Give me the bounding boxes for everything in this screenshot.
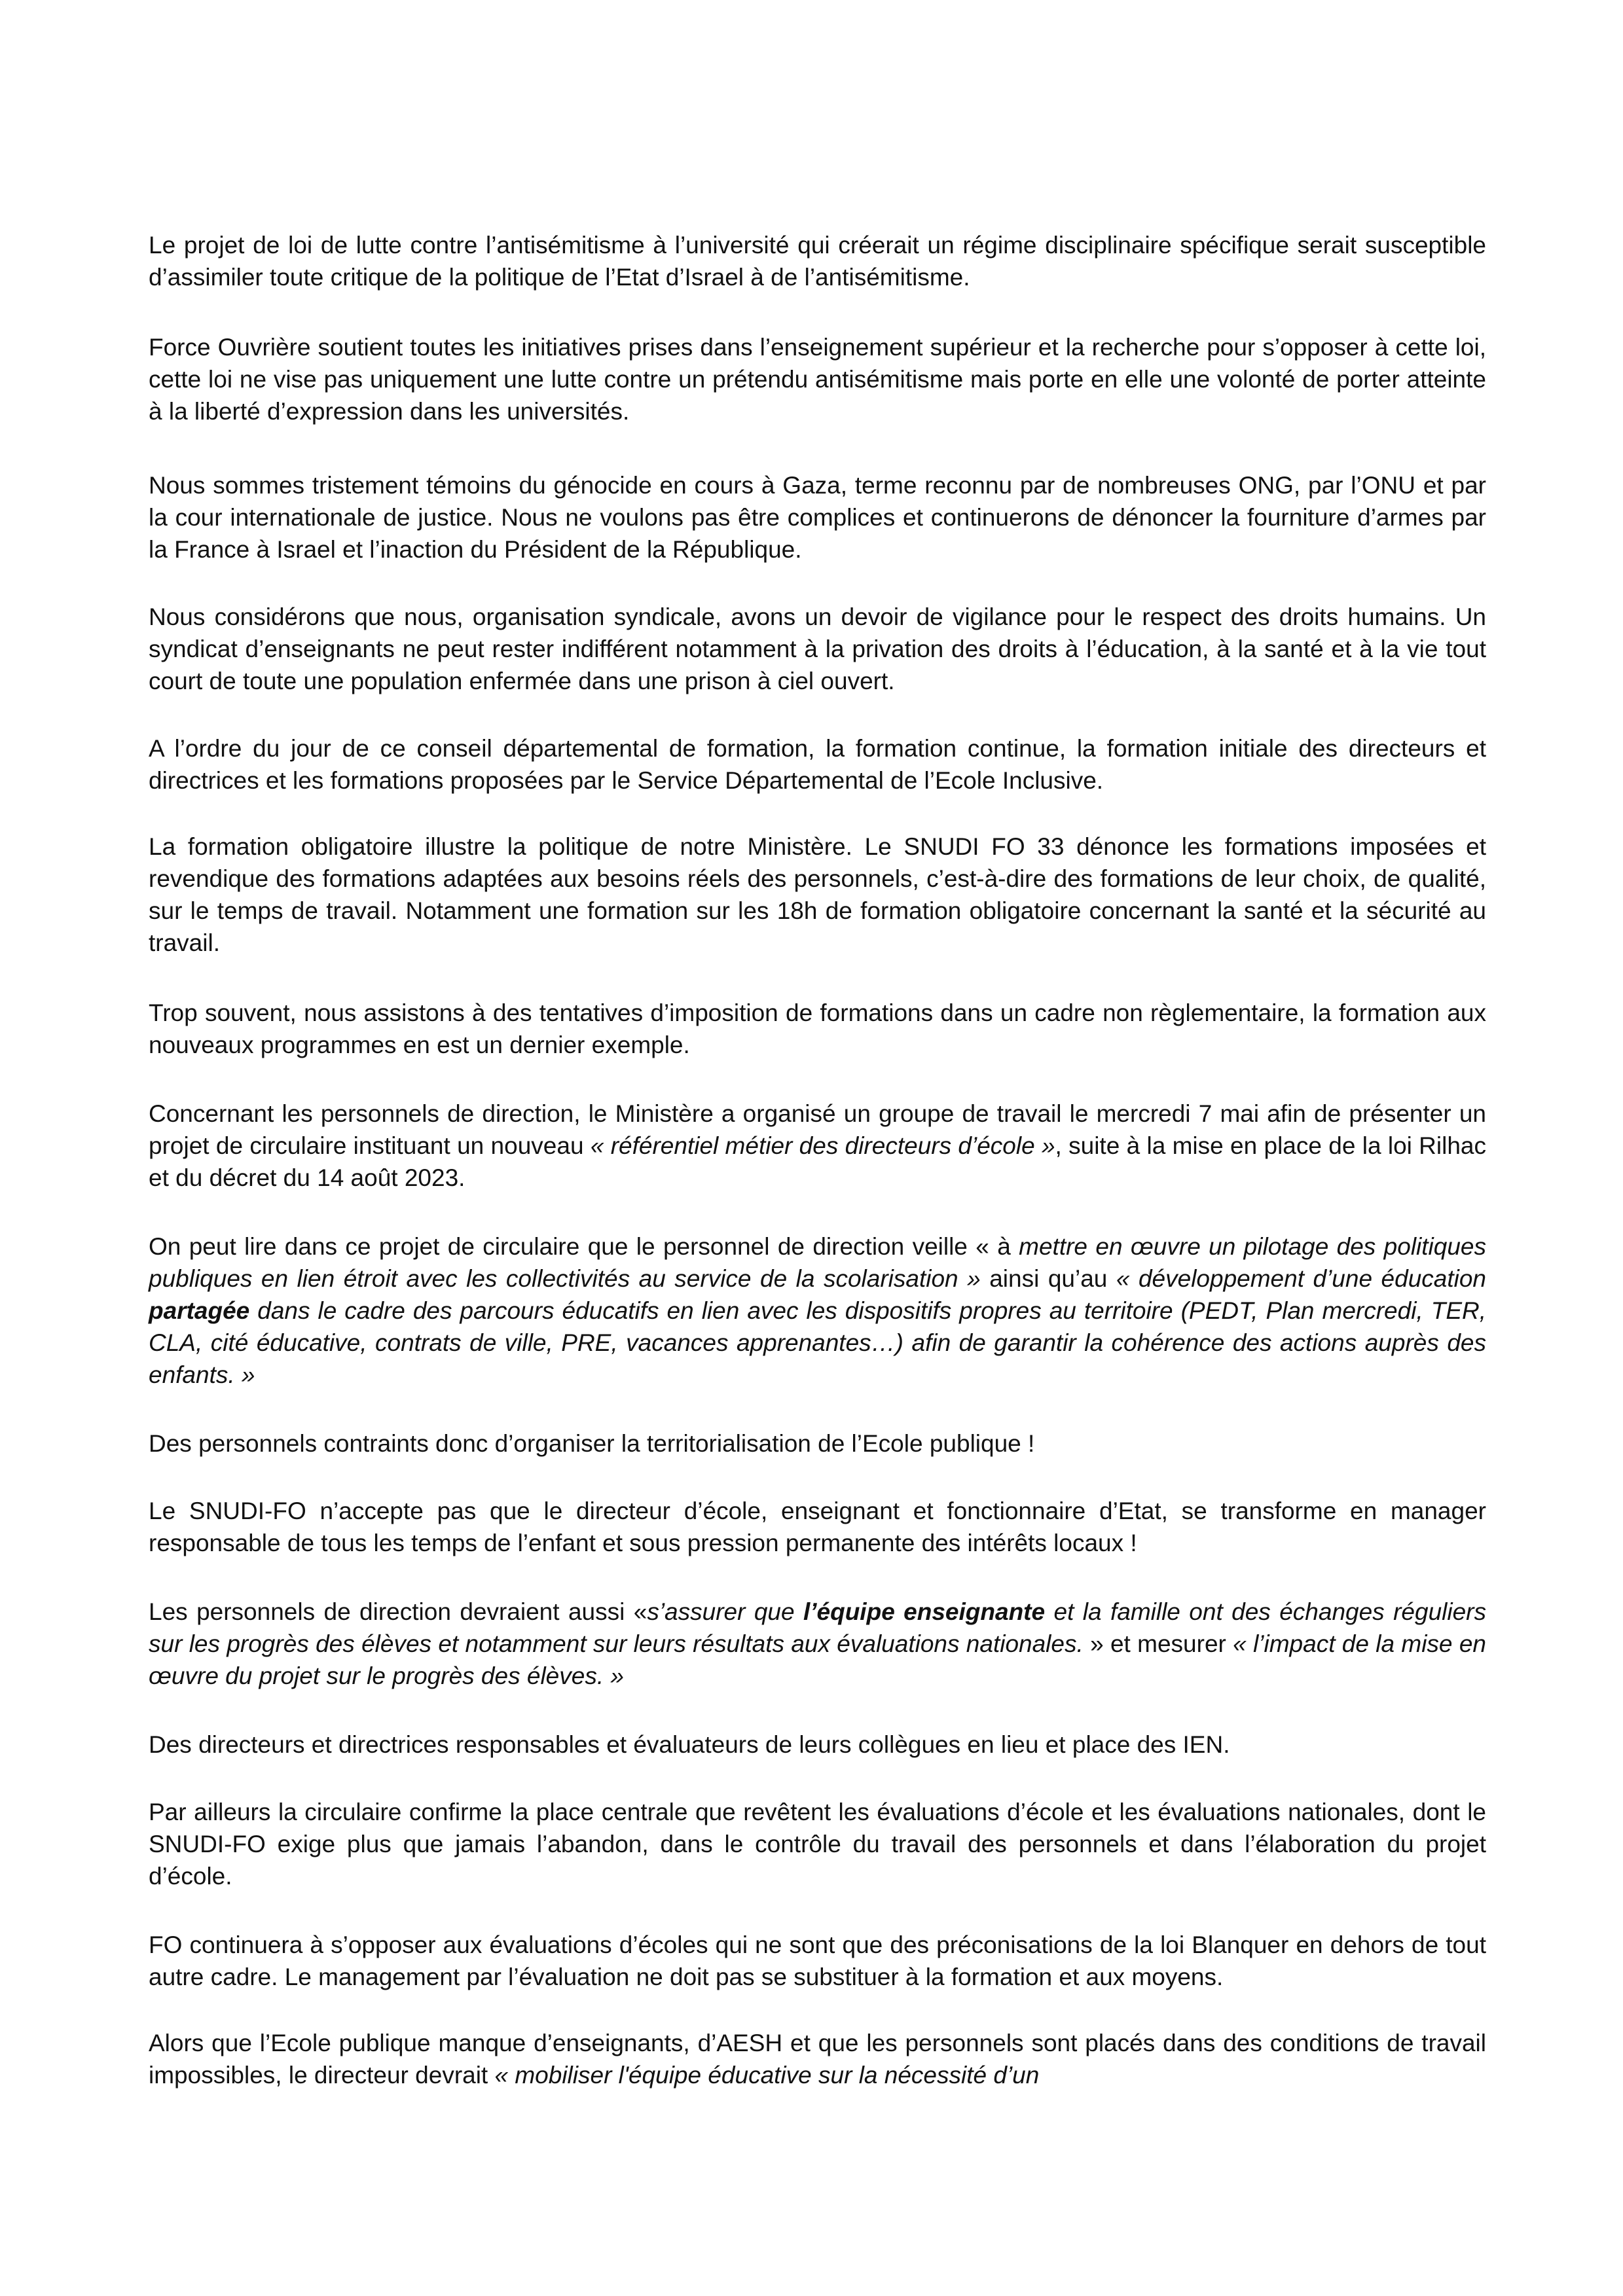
paragraph-text: » et mesurer bbox=[1083, 1630, 1233, 1657]
paragraph: Des directeurs et directrices responsables et évaluateurs de leurs collègues en lieu et place des IEN. bbox=[149, 1731, 1230, 1758]
paragraph bbox=[149, 1596, 1486, 1692]
paragraph-text: Les personnels de direction devraient aussi « bbox=[149, 1598, 647, 1625]
quoted-text: « développement d’une éducation bbox=[1116, 1265, 1487, 1292]
quoted-text: « l’impact de la mise en œuvre du projet sur le progrès des élèves. » bbox=[149, 1630, 1486, 1689]
paragraph: FO continuera à s’opposer aux évaluations d’écoles qui ne sont que des préconisations de la loi Blanquer en dehors de tout autre cadre. Le management par l’évaluation ne doit pas se substituer à la formation et aux moyens. bbox=[149, 1931, 1486, 1990]
paragraph-text: On peut lire dans ce projet de circulaire que le personnel de direction veille « à bbox=[149, 1233, 1019, 1260]
paragraph: Le SNUDI-FO n’accepte pas que le directeur d’école, enseignant et fonctionnaire d’Etat, se transforme en manager responsable de tous les temps de l’enfant et sous pression permanente des intérêts locaux ! bbox=[149, 1498, 1486, 1556]
paragraph bbox=[149, 1098, 1486, 1194]
paragraph-text: , suite à la mise en place de la loi Rilhac et du décret du 14 août 2023. bbox=[149, 1132, 1486, 1191]
quoted-text: « mobiliser l'équipe éducative sur la nécessité d’un bbox=[494, 2062, 1040, 2089]
paragraph-text: ainsi qu’au bbox=[980, 1265, 1116, 1292]
paragraph: Le projet de loi de lutte contre l’antisémitisme à l’université qui créerait un régime disciplinaire spécifique serait susceptible d’assimiler toute critique de la politique de l’Etat d’Israel à de l’antisémitisme. bbox=[149, 232, 1486, 291]
paragraph: La formation obligatoire illustre la politique de notre Ministère. Le SNUDI FO 33 dénonce les formations imposées et revendique des formations adaptées aux besoins réels des personnels, c’est-à-dire des formations de leur choix, de qualité, sur le temps de travail. Notamment une formation sur les 18h de formation obligatoire concernant la santé et la sécurité au travail. bbox=[149, 833, 1486, 956]
paragraph: Nous considérons que nous, organisation syndicale, avons un devoir de vigilance pour le respect des droits humains. Un syndicat d’enseignants ne peut rester indifférent notamment à la privation des droits à l’éducation, à la santé et à la vie tout court de toute une population enfermée dans une prison à ciel ouvert. bbox=[149, 603, 1486, 694]
quoted-text: dans le cadre des parcours éducatifs en lien avec les dispositifs propres au territoire (PEDT, Plan mercredi, TER, CLA, cité éducative, contrats de ville, PRE, vacances apprenantes…) afin de garantir la cohérence des actions auprès des enfants. » bbox=[149, 1297, 1486, 1388]
paragraph: A l’ordre du jour de ce conseil départemental de formation, la formation continue, la formation initiale des directeurs et directrices et les formations proposées par le Service Départemental de l’Ecole Inclusive. bbox=[149, 735, 1486, 794]
emphasis-text: l’équipe enseignante bbox=[803, 1598, 1046, 1625]
paragraph: Force Ouvrière soutient toutes les initiatives prises dans l’enseignement supérieur et la recherche pour s’opposer à cette loi, cette loi ne vise pas uniquement une lutte contre un prétendu antisémitisme mais porte en elle une volonté de porter atteinte à la liberté d’expression dans les universités. bbox=[149, 334, 1486, 425]
document-body bbox=[149, 224, 1486, 2091]
paragraph: Trop souvent, nous assistons à des tentatives d’imposition de formations dans un cadre non règlementaire, la formation aux nouveaux programmes en est un dernier exemple. bbox=[149, 999, 1486, 1058]
emphasis-text: partagée bbox=[149, 1297, 250, 1324]
paragraph-text: Concernant les personnels de direction, le Ministère a organisé un groupe de travail le mercredi 7 mai afin de présenter un projet de circulaire instituant un nouveau bbox=[149, 1100, 1486, 1159]
quoted-text: et la famille ont des échanges réguliers sur les progrès des élèves et notamment sur leurs résultats aux évaluations nationales. bbox=[149, 1598, 1486, 1657]
paragraph-text: Alors que l’Ecole publique manque d’enseignants, d’AESH et que les personnels sont placés dans des conditions de travail impossibles, le directeur devrait bbox=[149, 2030, 1486, 2089]
paragraph: Des personnels contraints donc d’organiser la territorialisation de l’Ecole publique ! bbox=[149, 1430, 1035, 1457]
paragraph: Par ailleurs la circulaire confirme la place centrale que revêtent les évaluations d’école et les évaluations nationales, dont le SNUDI-FO exige plus que jamais l’abandon, dans le contrôle du travail des personnels et dans l’élaboration du projet d’école. bbox=[149, 1799, 1486, 1890]
paragraph bbox=[149, 2027, 1486, 2091]
paragraph: Nous sommes tristement témoins du génocide en cours à Gaza, terme reconnu par de nombreuses ONG, par l’ONU et par la cour internationale de justice. Nous ne voulons pas être complices et continuerons de dénoncer la fourniture d’armes par la France à Israel et l’inaction du Président de la République. bbox=[149, 472, 1486, 563]
quoted-text: s’assurer que bbox=[647, 1598, 803, 1625]
quoted-text: mettre en œuvre un pilotage des politiques publiques en lien étroit avec les collectivités au service de la scolarisation » bbox=[149, 1233, 1486, 1292]
paragraph bbox=[149, 1230, 1486, 1391]
quoted-text: « référentiel métier des directeurs d’école » bbox=[590, 1132, 1055, 1159]
